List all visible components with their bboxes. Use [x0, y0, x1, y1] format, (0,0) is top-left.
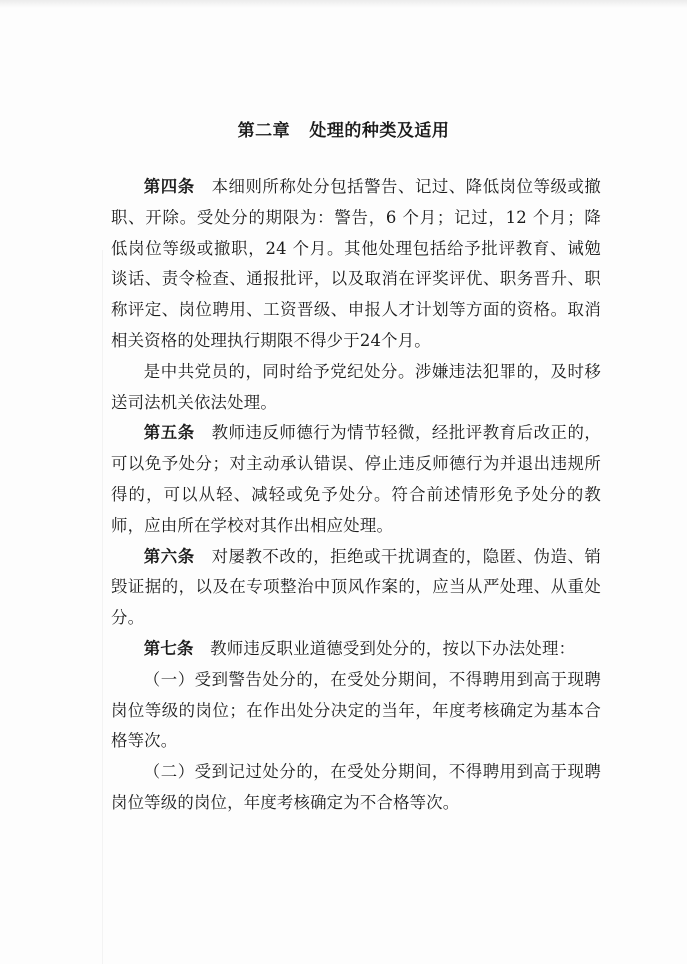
article-7-text: 教师违反职业道德受到处分的，按以下办法处理：	[210, 638, 576, 658]
article-7-item-2: （二）受到记过处分的，在受处分期间，不得聘用到高于现聘岗位等级的岗位，年度考核确定为不合格等次。	[111, 762, 601, 812]
article-5-label: 第五条	[143, 423, 195, 443]
document-body	[111, 172, 601, 819]
article-7-item-1: （一）受到警告处分的，在受处分期间，不得聘用到高于现聘岗位等级的岗位；在作出处分决定的当年，年度考核确定为基本合格等次。	[111, 669, 601, 751]
article-6-label: 第六条	[143, 546, 195, 566]
article-5-paragraph	[111, 418, 601, 541]
article-4-text: 本细则所称处分包括警告、记过、降低岗位等级或撤职、开除。受处分的期限为：警告，6 个月；记过，12 个月；降低岗位等级或撤职，24 个月。其他处理包括给予批评教育、诫勉谈话、责令检查、通报批评，以及取消在评奖评优、职务晋升、职称评定、岗位聘用、工资晋级、申报人才计划等方面的资格。取消相关资格的处理执行期限不得少于24个月。	[111, 177, 601, 350]
article-4-paragraph-2: 是中共党员的，同时给予党纪处分。涉嫌违法犯罪的，及时移送司法机关依法处理。	[111, 361, 601, 412]
article-7-label: 第七条	[143, 638, 194, 658]
article-6-text: 对屡教不改的，拒绝或干扰调查的，隐匿、伪造、销毁证据的，以及在专项整治中顶风作案的，应当从严处理、从重处分。	[111, 546, 601, 628]
article-4-paragraph	[111, 172, 601, 357]
article-7-paragraph	[111, 634, 601, 665]
article-4-label: 第四条	[143, 177, 195, 196]
article-5-text: 教师违反师德行为情节轻微，经批评教育后改正的，可以免予处分；对主动承认错误、停止违反师德行为并退出违规所得的，可以从轻、减轻或免予处分。符合前述情形免予处分的教师，应由所在学校对其作出相应处理。	[111, 423, 601, 535]
scan-artifact-line	[102, 250, 103, 964]
scan-edge-shadow	[0, 0, 687, 8]
article-6-paragraph	[111, 542, 601, 634]
chapter-title: 第二章 处理的种类及适用	[237, 121, 450, 141]
